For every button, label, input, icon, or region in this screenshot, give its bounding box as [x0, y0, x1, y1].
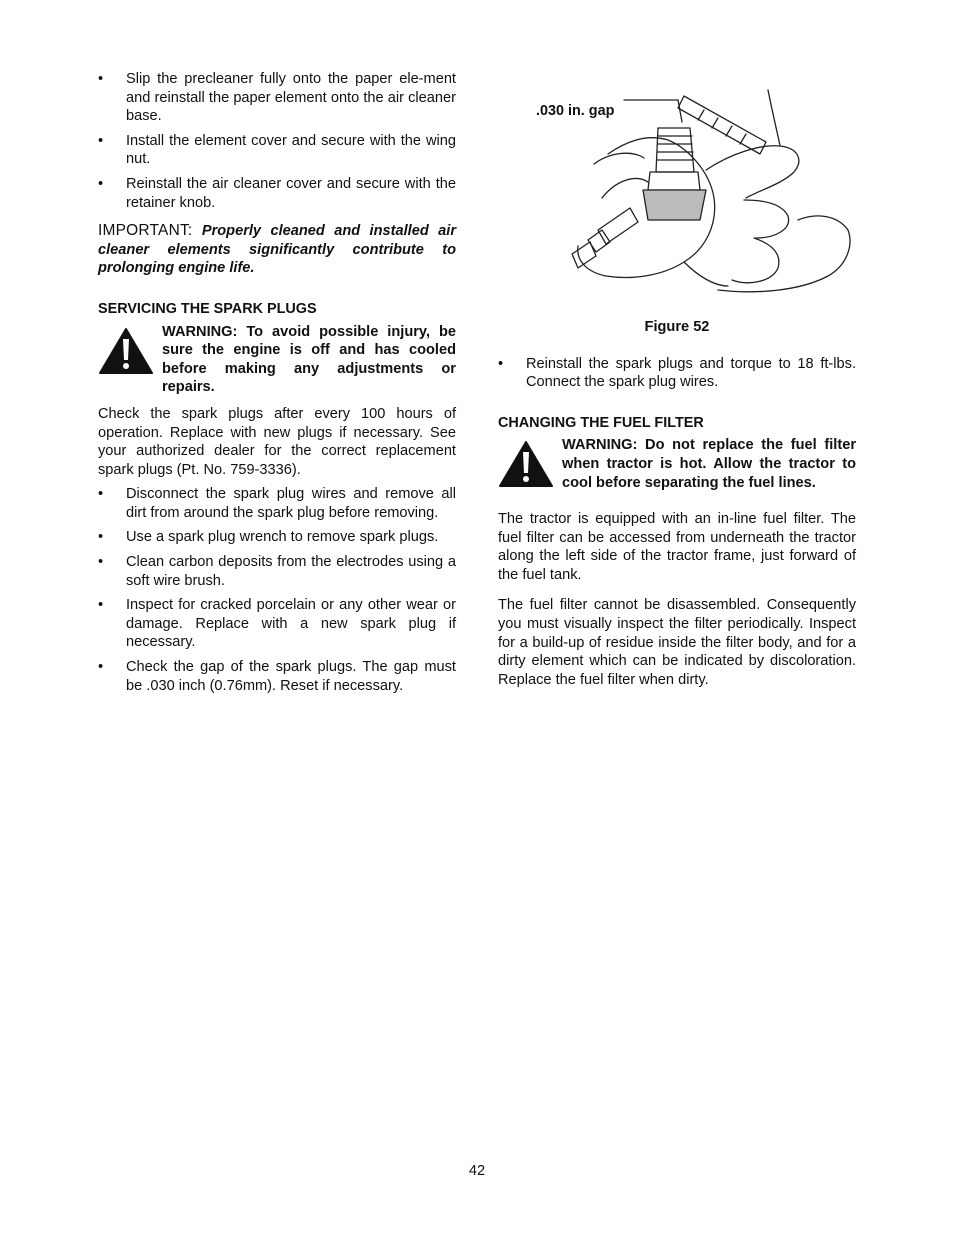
important-label: IMPORTANT: — [98, 222, 193, 240]
gap-label: .030 in. gap — [536, 103, 615, 119]
list-item: • Check the gap of the spark plugs. The gap must be .030 inch (0.76mm). Reset if necessary. — [98, 658, 456, 695]
spark-warning-box — [98, 323, 456, 397]
list-item: • Install the element cover and secure with the wing nut. — [98, 132, 456, 169]
list-item: • Clean carbon deposits from the electrodes using a soft wire brush. — [98, 553, 456, 590]
air-cleaner-steps — [98, 70, 456, 212]
figure-52 — [498, 80, 856, 305]
warning-icon — [498, 436, 562, 494]
fuel-paragraph-1: The tractor is equipped with an in-line fuel filter. The fuel filter can be accessed from underneath the tractor along the left side of the tractor frame, just forward of the fuel tank. — [498, 510, 856, 583]
fuel-warning-text: WARNING: Do not replace the fuel filter when tractor is hot. Allow the tractor to cool before separating the fuel lines. — [562, 437, 856, 491]
spark-warning-text: WARNING: To avoid possible injury, be sure the engine is off and has cooled before making any adjustments or repairs. — [162, 323, 456, 396]
important-text: Properly cleaned and installed air cleaner elements significantly contribute to prolonging engine life. — [98, 223, 456, 277]
left-column — [98, 70, 456, 701]
fuel-paragraph-2: The fuel filter cannot be disassembled. Consequently you must visually inspect the filter periodically. Inspect for a build-up of residue inside the filter body, and for a dirty element which can be indicated by discoloration. Replace the fuel filter when dirty. — [498, 597, 856, 688]
list-item: • Use a spark plug wrench to remove spark plugs. — [98, 528, 456, 547]
page-number: 42 — [468, 1163, 486, 1179]
fuel-filter-heading: CHANGING THE FUEL FILTER — [498, 414, 704, 431]
warning-icon — [98, 323, 162, 381]
spark-paragraph: Check the spark plugs after every 100 hours of operation. Replace with new plugs if necessary. See your authorized dealer for the correct replacement spark plugs (Pt. No. 759-3336). — [98, 405, 456, 478]
list-item: • Slip the precleaner fully onto the paper ele-ment and reinstall the paper element onto the air cleaner base. — [98, 70, 456, 126]
list-item: • Reinstall the air cleaner cover and secure with the retainer knob. — [98, 175, 456, 212]
reinstall-steps — [498, 355, 856, 392]
list-item: • Inspect for cracked porcelain or any other wear or damage. Replace with a new spark plug if necessary. — [98, 596, 456, 652]
spark-plug-steps — [98, 485, 456, 695]
list-item: • Disconnect the spark plug wires and remove all dirt from around the spark plug before removing. — [98, 485, 456, 522]
fuel-warning-box — [498, 436, 856, 494]
list-item: • Reinstall the spark plugs and torque to 18 ft-lbs. Connect the spark plug wires. — [498, 355, 856, 392]
right-column — [498, 80, 856, 695]
spark-plug-illustration — [498, 80, 856, 305]
figure-caption: Figure 52 — [644, 319, 710, 335]
important-note — [98, 222, 456, 278]
spark-plugs-heading: SERVICING THE SPARK PLUGS — [98, 300, 317, 317]
